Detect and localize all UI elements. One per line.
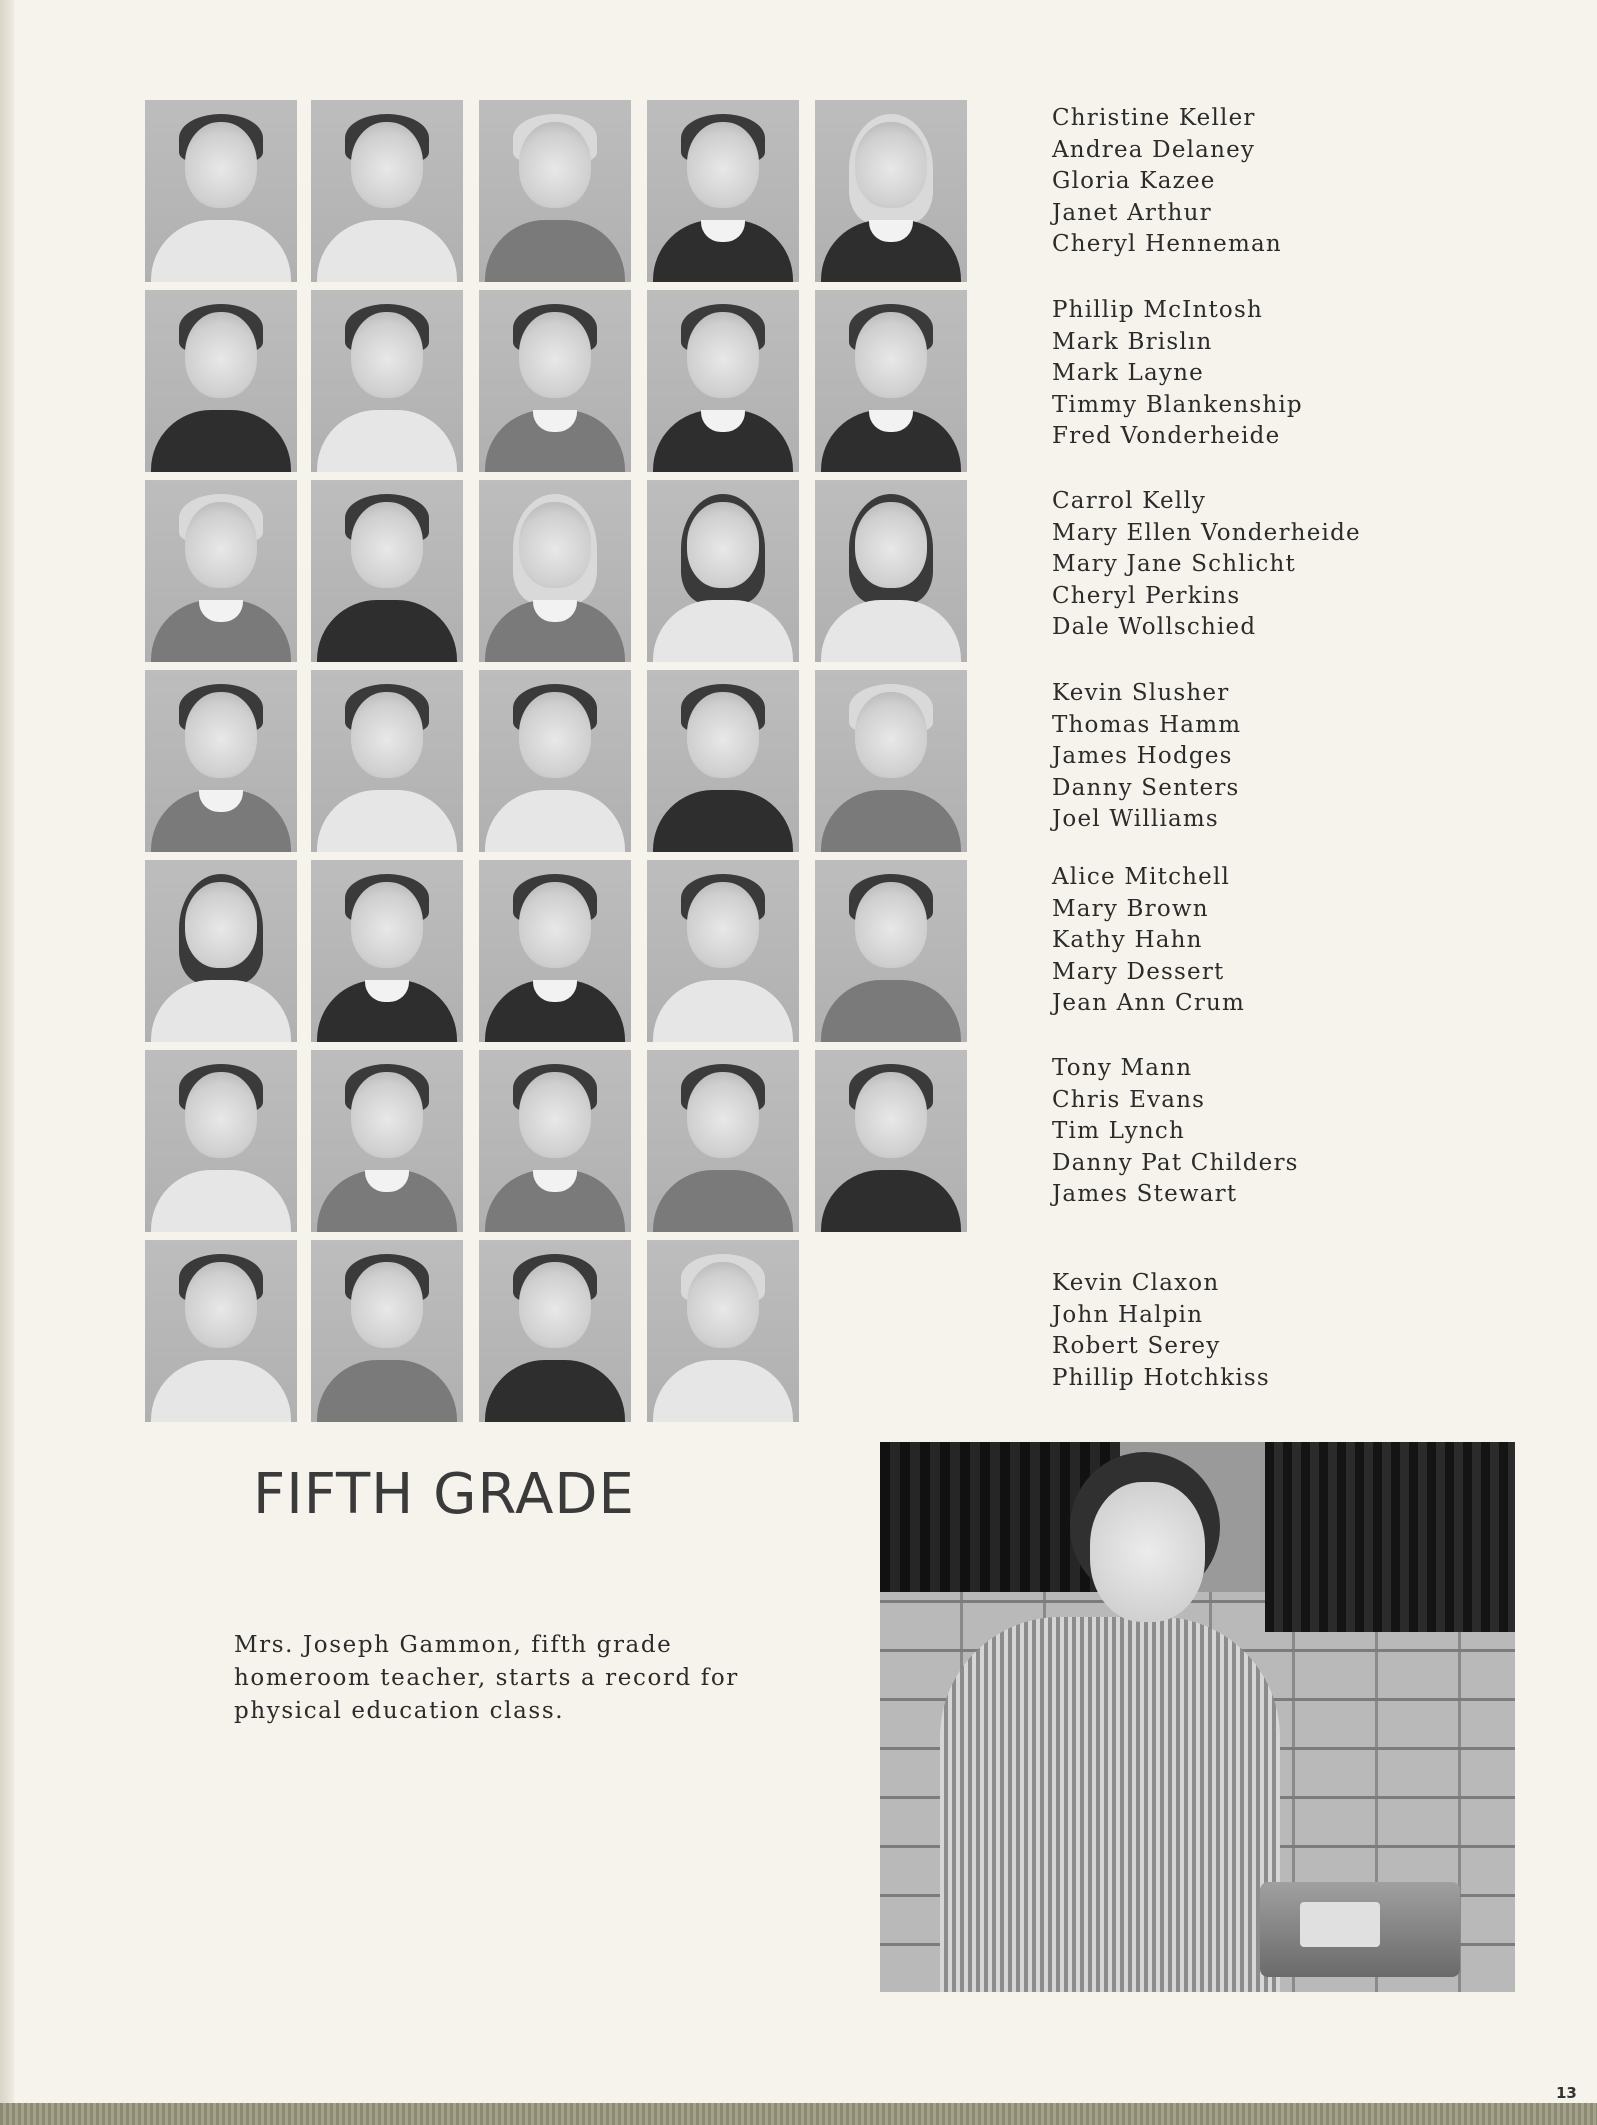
page-number: 13 [1556,2084,1577,2102]
student-name: Mary Jane Schlicht [1052,551,1296,577]
name-group-row-5 [1052,862,1452,1020]
student-name: John Halpin [1052,1301,1204,1328]
student-name: Tim Lynch [1052,1118,1185,1144]
student-name: Danny Senters [1052,774,1240,801]
student-portrait [479,670,631,852]
student-portrait [145,100,297,282]
student-portrait [815,1050,967,1232]
student-name: Janet Arthur [1052,199,1212,226]
student-portrait [647,290,799,472]
student-portrait [815,860,967,1042]
name-group-row-4 [1052,678,1452,836]
student-portrait [145,480,297,662]
student-portrait [647,480,799,662]
student-portrait [311,1240,463,1422]
student-portrait [479,290,631,472]
student-name: Christine Keller [1052,105,1256,131]
student-portrait [145,860,297,1042]
student-name: Carrol Kelly [1052,488,1207,514]
student-name: Cheryl Henneman [1052,231,1282,257]
student-name: Dale Wollschied [1052,614,1257,640]
student-portrait [647,100,799,282]
student-portrait [145,1050,297,1232]
student-portrait [311,670,463,852]
student-name: Robert Serey [1052,1333,1221,1359]
student-name: Alice Mitchell [1052,864,1231,890]
student-portrait [815,670,967,852]
photo-caption: Mrs. Joseph Gammon, fifth grade homeroom teacher, starts a record for physical education class. [234,1632,739,1724]
student-portrait [145,1240,297,1422]
student-name: Kathy Hahn [1052,927,1203,953]
page-bottom-edge [0,2103,1597,2125]
student-name: Andrea Delaney [1052,136,1256,163]
student-name: Mark Brislın [1052,328,1213,355]
student-name: Fred Vonderheide [1052,423,1281,449]
student-portrait [479,1240,631,1422]
name-group-row-3 [1052,486,1452,644]
curtain-right [1265,1442,1515,1632]
student-portrait [479,1050,631,1232]
section-title: FIFTH GRADE [253,1462,635,1527]
page-binding-edge [0,0,14,2125]
student-name: Thomas Hamm [1052,711,1242,738]
student-name: Danny Pat Childers [1052,1149,1299,1176]
student-portrait [145,290,297,472]
student-portrait [311,1050,463,1232]
student-name: Joel Williams [1052,806,1219,832]
student-portrait [815,480,967,662]
teacher-face [1090,1482,1205,1622]
student-portrait [479,100,631,282]
student-portrait [647,860,799,1042]
teacher-figure [940,1617,1280,1992]
student-name: Mary Brown [1052,895,1209,922]
student-portrait [311,480,463,662]
record-player [1260,1882,1460,1977]
student-name: Mark Layne [1052,360,1204,386]
student-name: James Hodges [1052,743,1233,769]
name-group-row-2 [1052,295,1452,453]
teacher-photo [880,1442,1515,1992]
student-name: Kevin Claxon [1052,1270,1220,1296]
student-name: Mary Ellen Vonderheide [1052,519,1361,546]
student-portrait [145,670,297,852]
student-portrait [647,1050,799,1232]
student-portrait [815,100,967,282]
student-name: Cheryl Perkins [1052,582,1241,609]
student-name: Gloria Kazee [1052,168,1216,194]
student-portrait [479,860,631,1042]
name-group-row-7 [1052,1268,1452,1394]
student-portrait [815,290,967,472]
student-portrait [647,670,799,852]
name-group-row-1 [1052,103,1452,261]
student-name: Phillip Hotchkiss [1052,1364,1270,1391]
student-portrait [311,100,463,282]
student-portrait [311,860,463,1042]
record-player-panel [1300,1902,1380,1947]
student-name: James Stewart [1052,1181,1238,1207]
student-portrait [311,290,463,472]
student-name: Chris Evans [1052,1086,1206,1113]
student-name: Mary Dessert [1052,958,1225,985]
student-portrait [479,480,631,662]
student-portrait [647,1240,799,1422]
name-group-row-6 [1052,1053,1452,1211]
student-name: Timmy Blankenship [1052,391,1303,418]
student-name: Jean Ann Crum [1052,990,1246,1016]
student-name: Kevin Slusher [1052,680,1230,706]
student-name: Tony Mann [1052,1055,1193,1081]
student-name: Phillip McIntosh [1052,297,1263,323]
